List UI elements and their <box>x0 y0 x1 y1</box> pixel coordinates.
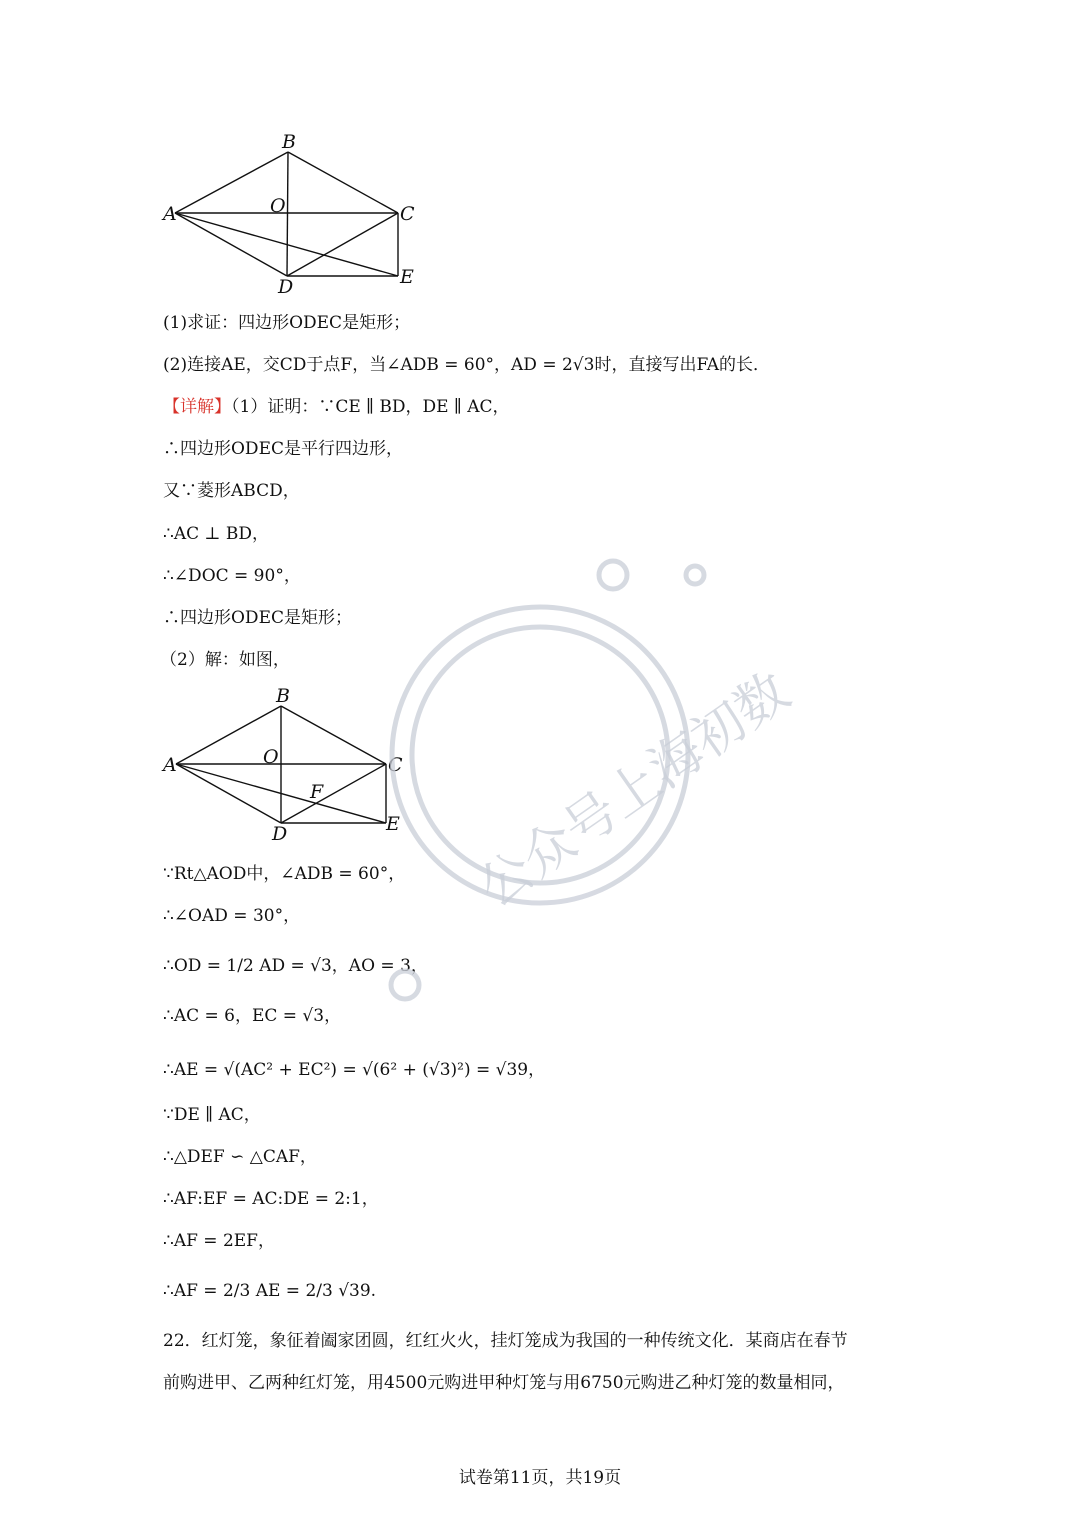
solution-line-13: ∵DE ∥ AC， <box>163 1105 261 1125</box>
solution-step: （1）证明：∵CE ∥ BD，DE ∥ AC， <box>231 397 510 417</box>
page-footer: 试卷第11页，共19页 <box>458 1468 622 1488</box>
figure-1-rhombus <box>160 128 430 303</box>
label-D: D <box>278 276 294 298</box>
solution-line-5: ∴∠DOC = 90°， <box>163 566 301 586</box>
solution-line-11: ∴AC = 6，EC = √3， <box>163 1006 342 1026</box>
solution-line-15: ∴AF:EF = AC:DE = 2:1， <box>163 1189 379 1209</box>
solution-line-17: ∴AF = 2/3 AE = 2/3 √39. <box>163 1281 377 1301</box>
label-B: B <box>282 131 296 153</box>
label-E: E <box>386 813 400 835</box>
solution-line-14: ∴△DEF ∽ △CAF， <box>163 1147 317 1167</box>
label-A: A <box>163 203 177 225</box>
problem-22-line-2: 前购进甲、乙两种红灯笼，用4500元购进甲种灯笼与用6750元购进乙种灯笼的数量相同， <box>163 1373 845 1393</box>
question-part-2: (2)连接AE，交CD于点F，当∠ADB = 60°，AD = 2√3时，直接写出FA的长． <box>163 355 771 375</box>
solution-line-3: 又∵菱形ABCD， <box>163 481 300 501</box>
label-F: F <box>310 781 324 803</box>
label-O: O <box>270 195 286 217</box>
solution-line-2: ∴四边形ODEC是平行四边形， <box>163 439 403 459</box>
watermark-seal <box>375 555 801 920</box>
label-E: E <box>400 266 414 288</box>
label-D: D <box>272 823 288 845</box>
detail-tag: 【详解】 <box>163 397 231 417</box>
label-C: C <box>388 754 403 776</box>
figure-2-rhombus <box>160 685 420 845</box>
label-B: B <box>276 685 290 707</box>
solution-line-8: ∵Rt△AOD中，∠ADB = 60°， <box>163 864 406 884</box>
question-part-1: (1)求证：四边形ODEC是矩形； <box>163 313 411 333</box>
solution-line-6: ∴四边形ODEC是矩形； <box>163 608 352 628</box>
label-O: O <box>263 746 279 768</box>
watermark-text: 公众号上海初数 <box>468 661 801 920</box>
label-A: A <box>163 754 177 776</box>
solution-line-7: （2）解：如图， <box>160 650 290 670</box>
solution-line-9: ∴∠OAD = 30°， <box>163 906 301 926</box>
solution-line-1 <box>163 395 510 419</box>
problem-22-line-1: 22．红灯笼，象征着阖家团圆，红红火火，挂灯笼成为我国的一种传统文化．某商店在春节 <box>163 1331 848 1351</box>
solution-line-16: ∴AF = 2EF， <box>163 1231 275 1251</box>
solution-line-12: ∴AE = √(AC² + EC²) = √(6² + (√3)²) = √39， <box>163 1060 546 1080</box>
label-C: C <box>400 203 415 225</box>
solution-line-10: ∴OD = 1/2 AD = √3，AO = 3， <box>163 956 428 976</box>
solution-line-4: ∴AC ⊥ BD， <box>163 524 270 544</box>
